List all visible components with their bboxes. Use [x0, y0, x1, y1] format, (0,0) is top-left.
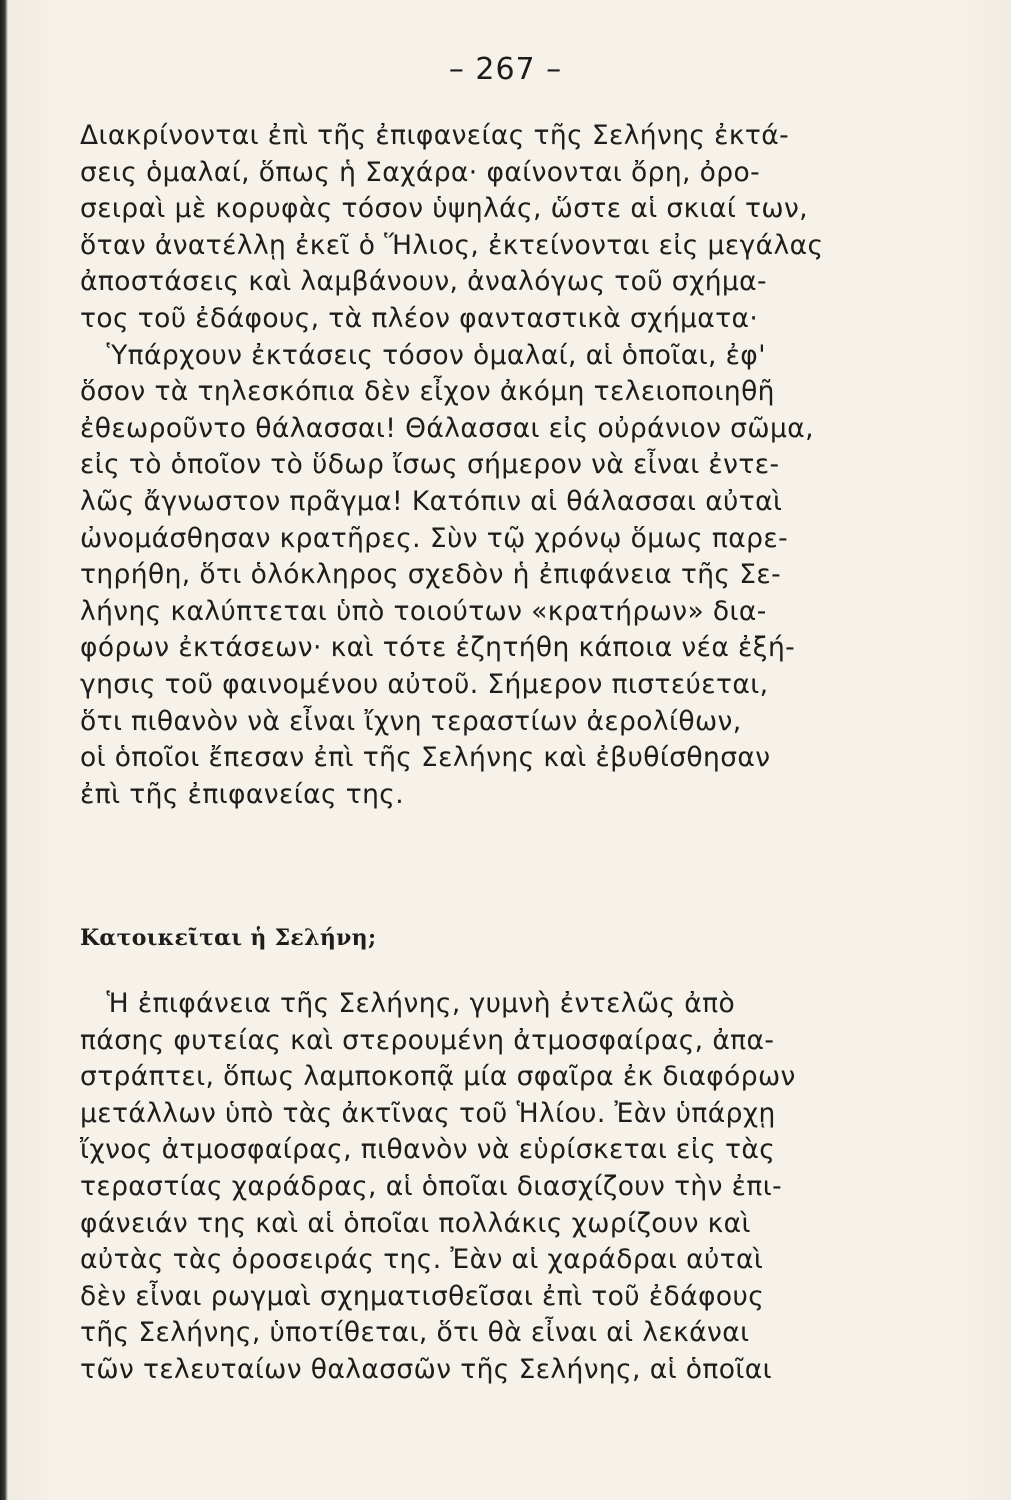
text-line: ἴχνος ἀτμοσφαίρας, πιθανὸν νὰ εὑρίσκεται εἰς τὰς [80, 1134, 776, 1166]
text-line: μετάλλων ὑπὸ τὰς ἀκτῖνας τοῦ Ἡλίου. Ἐὰν ὑπάρχῃ [80, 1097, 776, 1129]
text-line: ὅσον τὰ τηλεσκόπια δὲν εἶχον ἀκόμη τελειοποιηθῆ [80, 376, 775, 408]
text-line: Ἡ ἐπιφάνεια τῆς Σελήνης, γυμνὴ ἐντελῶς ἀπὸ [80, 988, 736, 1019]
text-line: σειραὶ μὲ κορυφὰς τόσον ὑψηλάς, ὥστε αἱ σκιαί των, [80, 193, 809, 225]
text-line: ὠνομάσθησαν κρατῆρες. Σὺν τῷ χρόνῳ ὅμως παρε- [80, 522, 789, 554]
text-line: λήνης καλύπτεται ὑπὸ τοιούτων «κρατήρων» δια- [80, 595, 767, 627]
text-line: τηρήθη, ὅτι ὁλόκληρος σχεδὸν ἡ ἐπιφάνεια τῆς Σε- [80, 559, 782, 591]
section-body-text [80, 986, 880, 1389]
text-line: ἐθεωροῦντο θάλασσαι! Θάλασσαι εἰς οὐράνιον σῶμα, [80, 412, 814, 444]
text-line: λῶς ἄγνωστον πρᾶγμα! Κατόπιν αἱ θάλασσαι αὐταὶ [80, 485, 783, 517]
text-line: Ὑπάρχουν ἐκτάσεις τόσον ὁμαλαί, αἱ ὁποῖαι, ἐφ' [80, 339, 766, 371]
text-line: γησις τοῦ φαινομένου αὐτοῦ. Σήμερον πιστεύεται, [80, 668, 769, 700]
text-line: τεραστίας χαράδρας, αἱ ὁποῖαι διασχίζουν τὴν ἐπι- [80, 1170, 783, 1202]
section-heading: Κατοικεῖται ἡ Σελήνη; [80, 925, 377, 951]
text-line: ἀποστάσεις καὶ λαμβάνουν, ἀναλόγως τοῦ σχήμα- [80, 266, 767, 298]
text-line: δὲν εἶναι ρωγμαὶ σχηματισθεῖσαι ἐπὶ τοῦ ἐδάφους [80, 1280, 765, 1312]
body-text [80, 118, 880, 813]
page-binding-edge [0, 0, 8, 1500]
text-line: οἱ ὁποῖοι ἔπεσαν ἐπὶ τῆς Σελήνης καὶ ἐβυθίσθησαν [80, 742, 771, 774]
text-line: φόρων ἐκτάσεων· καὶ τότε ἐζητήθη κάποια νέα ἐξή- [80, 632, 796, 664]
text-line: στράπτει, ὅπως λαμποκοπᾷ μία σφαῖρα ἐκ διαφόρων [80, 1061, 796, 1093]
text-line: ὅτι πιθανὸν νὰ εἶναι ἴχνη τεραστίων ἀερολίθων, [80, 705, 742, 737]
text-line: Διακρίνονται ἐπὶ τῆς ἐπιφανείας τῆς Σελήνης ἐκτά- [80, 120, 790, 151]
text-line: πάσης φυτείας καὶ στερουμένη ἀτμοσφαίρας, ἀπα- [80, 1024, 775, 1056]
text-line: ὅταν ἀνατέλλῃ ἐκεῖ ὁ Ἥλιος, ἐκτείνονται εἰς μεγάλας [80, 229, 824, 261]
text-line: αὐτὰς τὰς ὀροσειράς της. Ἐὰν αἱ χαράδραι αὐταὶ [80, 1244, 764, 1276]
text-line: ἐπὶ τῆς ἐπιφανείας της. [80, 778, 405, 810]
text-line: τῶν τελευταίων θαλασσῶν τῆς Σελήνης, αἱ ὁποῖαι [80, 1353, 772, 1385]
text-line: τῆς Σελήνης, ὑποτίθεται, ὅτι θὰ εἶναι αἱ λεκάναι [80, 1317, 750, 1349]
text-line: εἰς τὸ ὁποῖον τὸ ὕδωρ ἴσως σήμερον νὰ εἶναι ἐντε- [80, 449, 780, 481]
text-line: φάνειάν της καὶ αἱ ὁποῖαι πολλάκις χωρίζουν καὶ [80, 1207, 751, 1239]
text-line: τος τοῦ ἐδάφους, τὰ πλέον φανταστικὰ σχήματα· [80, 302, 759, 334]
page-number: – 267 – [448, 52, 563, 87]
text-line: σεις ὁμαλαί, ὅπως ἡ Σαχάρα· φαίνονται ὄρη, ὀρο- [80, 156, 761, 188]
